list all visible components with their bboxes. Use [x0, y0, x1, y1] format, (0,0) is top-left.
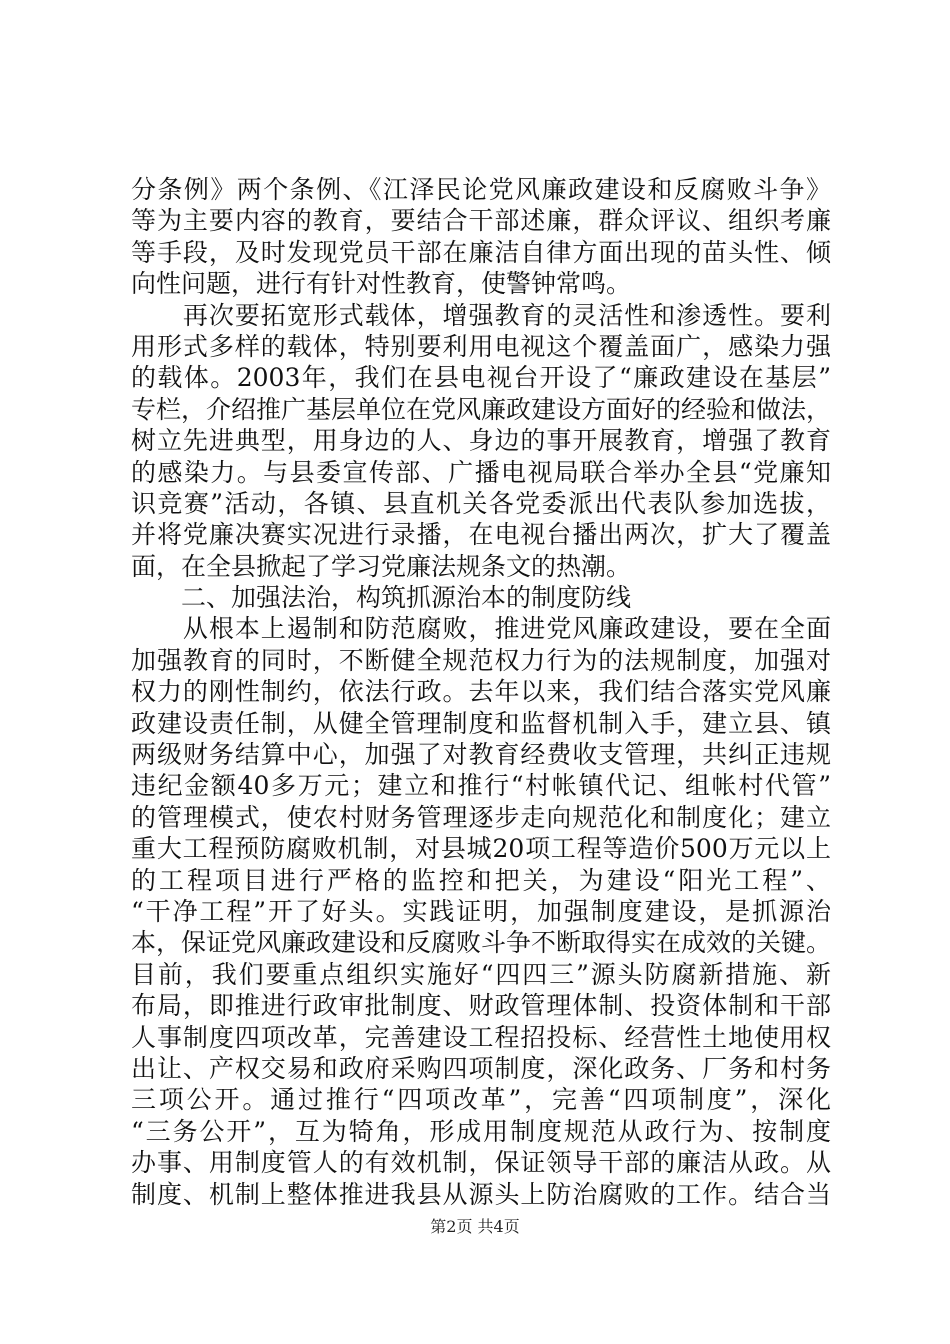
text-line: 三项公开。通过推行“四项改革”，完善“四项制度”，深化 [131, 1085, 831, 1115]
text-line: 加强教育的同时，不断健全规范权力行为的法规制度，加强对 [131, 645, 831, 675]
text-line: 重大工程预防腐败机制，对县城20项工程等造价500万元以上 [131, 834, 831, 864]
text-line: 制度、机制上整体推进我县从源头上防治腐败的工作。结合当 [131, 1179, 831, 1209]
text-line: 二、加强法治，构筑抓源治本的制度防线 [131, 583, 632, 613]
text-line: 政建设责任制，从健全管理制度和监督机制入手，建立县、镇 [131, 708, 831, 738]
text-line: 的载体。2003年，我们在县电视台开设了“廉政建设在基层” [131, 363, 831, 393]
text-line: 等手段，及时发现党员干部在廉洁自律方面出现的苗头性、倾 [131, 237, 831, 267]
text-line: 从根本上遏制和防范腐败，推进党风廉政建设，要在全面 [131, 614, 831, 644]
text-line: 面，在全县掀起了学习党廉法规条文的热潮。 [131, 551, 632, 581]
page-number-label: 第2页 共4页 [430, 1217, 520, 1236]
text-line: 人事制度四项改革，完善建设工程招投标、经营性土地使用权 [131, 1022, 831, 1052]
text-line: 等为主要内容的教育，要结合干部述廉，群众评议、组织考廉 [131, 206, 831, 236]
document-body [131, 174, 831, 1210]
text-line: “干净工程”开了好头。实践证明，加强制度建设，是抓源治 [131, 896, 831, 926]
text-line: 识竞赛”活动，各镇、县直机关各党委派出代表队参加选拔， [131, 488, 831, 518]
text-line: 并将党廉决赛实况进行录播，在电视台播出两次，扩大了覆盖 [131, 520, 831, 550]
text-line: 目前，我们要重点组织实施好“四四三”源头防腐新措施、新 [131, 959, 831, 989]
text-line: 两级财务结算中心，加强了对教育经费收支管理，共纠正违规 [131, 740, 831, 770]
text-line: 办事、用制度管人的有效机制，保证领导干部的廉洁从政。从 [131, 1148, 831, 1178]
text-line: 出让、产权交易和政府采购四项制度，深化政务、厂务和村务 [131, 1053, 831, 1083]
text-line: 的管理模式，使农村财务管理逐步走向规范化和制度化；建立 [131, 802, 831, 832]
text-line: 的感染力。与县委宣传部、广播电视局联合举办全县“党廉知 [131, 457, 831, 487]
page-footer [0, 1217, 950, 1237]
text-line: 专栏，介绍推广基层单位在党风廉政建设方面好的经验和做法， [131, 394, 832, 424]
text-line: 权力的刚性制约，依法行政。去年以来，我们结合落实党风廉 [131, 677, 831, 707]
text-line: “三务公开”，互为犄角，形成用制度规范从政行为、按制度 [131, 1116, 831, 1146]
text-line: 本，保证党风廉政建设和反腐败斗争不断取得实在成效的关键。 [131, 928, 832, 958]
text-line: 布局，即推进行政审批制度、财政管理体制、投资体制和干部 [131, 991, 831, 1021]
text-line: 分条例》两个条例、《江泽民论党风廉政建设和反腐败斗争》 [131, 175, 831, 204]
text-line: 向性问题，进行有针对性教育，使警钟常鸣。 [131, 269, 632, 299]
text-line: 树立先进典型，用身边的人、身边的事开展教育，增强了教育 [131, 426, 831, 456]
text-line: 用形式多样的载体，特别要利用电视这个覆盖面广，感染力强 [131, 331, 831, 361]
text-line: 违纪金额40多万元；建立和推行“村帐镇代记、组帐村代管” [131, 771, 831, 801]
text-line: 再次要拓宽形式载体，增强教育的灵活性和渗透性。要利 [131, 300, 831, 330]
text-line: 的工程项目进行严格的监控和把关，为建设“阳光工程”、 [131, 865, 831, 895]
